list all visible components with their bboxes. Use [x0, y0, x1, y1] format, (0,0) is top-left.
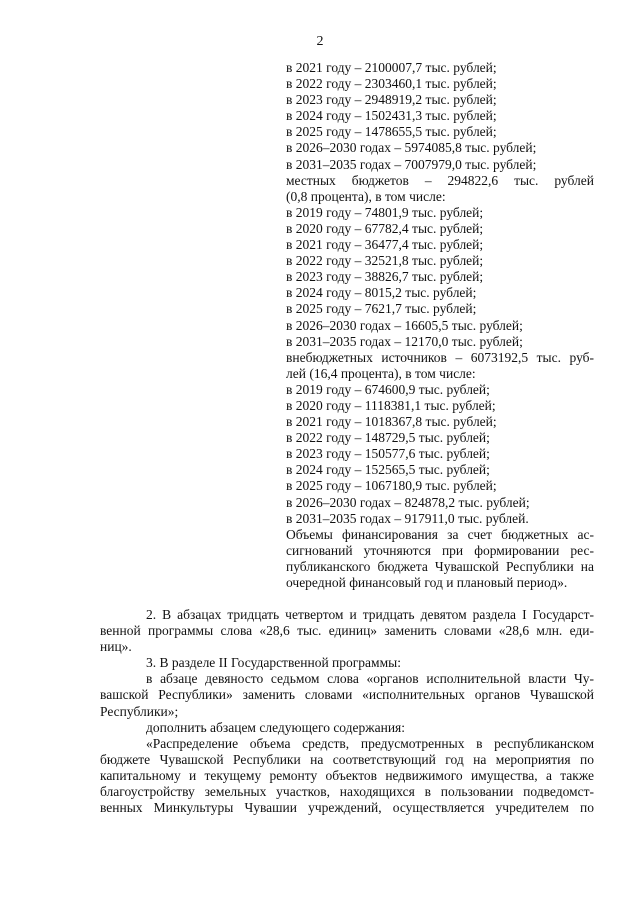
- amendment-body: [100, 607, 594, 816]
- quote-line: венных Минкультуры Чувашии учреждений, осуществляется учредителем по: [100, 800, 594, 816]
- extrabudget-share: лей (16,4 процента), в том числе:: [286, 365, 476, 381]
- extrabudget-year: в 2026–2030 годах – 824878,2 тыс. рублей;: [286, 494, 530, 510]
- local-budget-year: в 2019 году – 74801,9 тыс. рублей;: [286, 204, 484, 220]
- local-budget-year: в 2026–2030 годах – 16605,5 тыс. рублей;: [286, 317, 523, 333]
- funding-line: в 2024 году – 1502431,3 тыс. рублей;: [286, 108, 497, 124]
- page-number: 2: [316, 34, 324, 49]
- funding-line: в 2023 году – 2948919,2 тыс. рублей;: [286, 92, 497, 108]
- financing-note-line: очередной финансовый год и плановый период».: [286, 575, 568, 590]
- item-3-a-line: вашской Республики» заменить словами «исполнительных органов Чувашской: [100, 687, 594, 703]
- local-budget-year: в 2021 году – 36477,4 тыс. рублей;: [286, 237, 484, 253]
- funding-column: [286, 60, 594, 591]
- extrabudget-year: в 2019 году – 674600,9 тыс. рублей;: [286, 381, 490, 397]
- local-budget-year: в 2031–2035 годах – 12170,0 тыс. рублей;: [286, 333, 523, 349]
- funding-line: в 2022 году – 2303460,1 тыс. рублей;: [286, 76, 497, 92]
- funding-line: в 2026–2030 годах – 5974085,8 тыс. рублей;: [286, 140, 537, 156]
- quote-paragraph: [100, 736, 594, 816]
- extrabudget-year: в 2023 году – 150577,6 тыс. рублей;: [286, 446, 490, 462]
- local-budget-year: в 2020 году – 67782,4 тыс. рублей;: [286, 220, 484, 236]
- local-budget-year: в 2023 году – 38826,7 тыс. рублей;: [286, 269, 484, 285]
- quote-line: благоустройству земельных участков, находящихся в пользовании подведомст-: [100, 784, 594, 800]
- funding-line: в 2031–2035 годах – 7007979,0 тыс. рублей;: [286, 156, 537, 172]
- extrabudget-year: в 2020 году – 1118381,1 тыс. рублей;: [286, 397, 496, 413]
- local-budget-year: в 2025 году – 7621,7 тыс. рублей;: [286, 301, 477, 317]
- extrabudget-heading: внебюджетных источников – 6073192,5 тыс. руб-: [286, 349, 594, 365]
- local-budgets-heading: местных бюджетов – 294822,6 тыс. рублей: [286, 172, 594, 188]
- extrabudget-year: в 2024 году – 152565,5 тыс. рублей;: [286, 462, 490, 478]
- quote-line: бюджете Чувашской Республики на соответствующий год на мероприятия по: [100, 751, 594, 767]
- quote-line: капитальному и текущему ремонту объектов недвижимого имущества, а также: [100, 767, 594, 783]
- item-3-title: 3. В разделе II Государственной программы:: [146, 655, 401, 671]
- quote-line: «Распределение объема средств, предусмотренных в республиканском: [146, 735, 594, 751]
- extrabudget-year: в 2025 году – 1067180,9 тыс. рублей;: [286, 478, 497, 494]
- item-3-a-line: в абзаце девяносто седьмом слова «органов исполнительной власти Чу-: [146, 671, 594, 687]
- financing-note-line: Объемы финансирования за счет бюджетных ас-: [286, 526, 594, 542]
- item-2-line: 2. В абзацах тридцать четвертом и тридцать девятом раздела I Государст-: [146, 607, 594, 622]
- item-3-a-line: Республики»;: [100, 703, 179, 719]
- item-3-a-paragraph: [100, 671, 594, 719]
- item-3-b: дополнить абзацем следующего содержания:: [146, 719, 406, 735]
- funding-line: в 2025 году – 1478655,5 тыс. рублей;: [286, 124, 497, 140]
- local-budget-year: в 2024 году – 8015,2 тыс. рублей;: [286, 285, 477, 301]
- funding-line: в 2021 году – 2100007,7 тыс. рублей;: [286, 60, 497, 75]
- item-2-paragraph: [100, 607, 594, 655]
- extrabudget-year: в 2022 году – 148729,5 тыс. рублей;: [286, 430, 490, 446]
- local-budgets-share: (0,8 процента), в том числе:: [286, 188, 446, 204]
- item-2-line: ниц».: [100, 639, 132, 655]
- extrabudget-year: в 2031–2035 годах – 917911,0 тыс. рублей.: [286, 510, 529, 526]
- item-2-line: венной программы слова «28,6 тыс. единиц» заменить словами «28,6 млн. еди-: [100, 623, 594, 639]
- financing-note-line: публиканского бюджета Чувашской Республики на: [286, 558, 594, 574]
- local-budget-year: в 2022 году – 32521,8 тыс. рублей;: [286, 253, 484, 269]
- extrabudget-year: в 2021 году – 1018367,8 тыс. рублей;: [286, 414, 497, 430]
- financing-note-line: сигнований уточняются при формировании рес-: [286, 542, 594, 558]
